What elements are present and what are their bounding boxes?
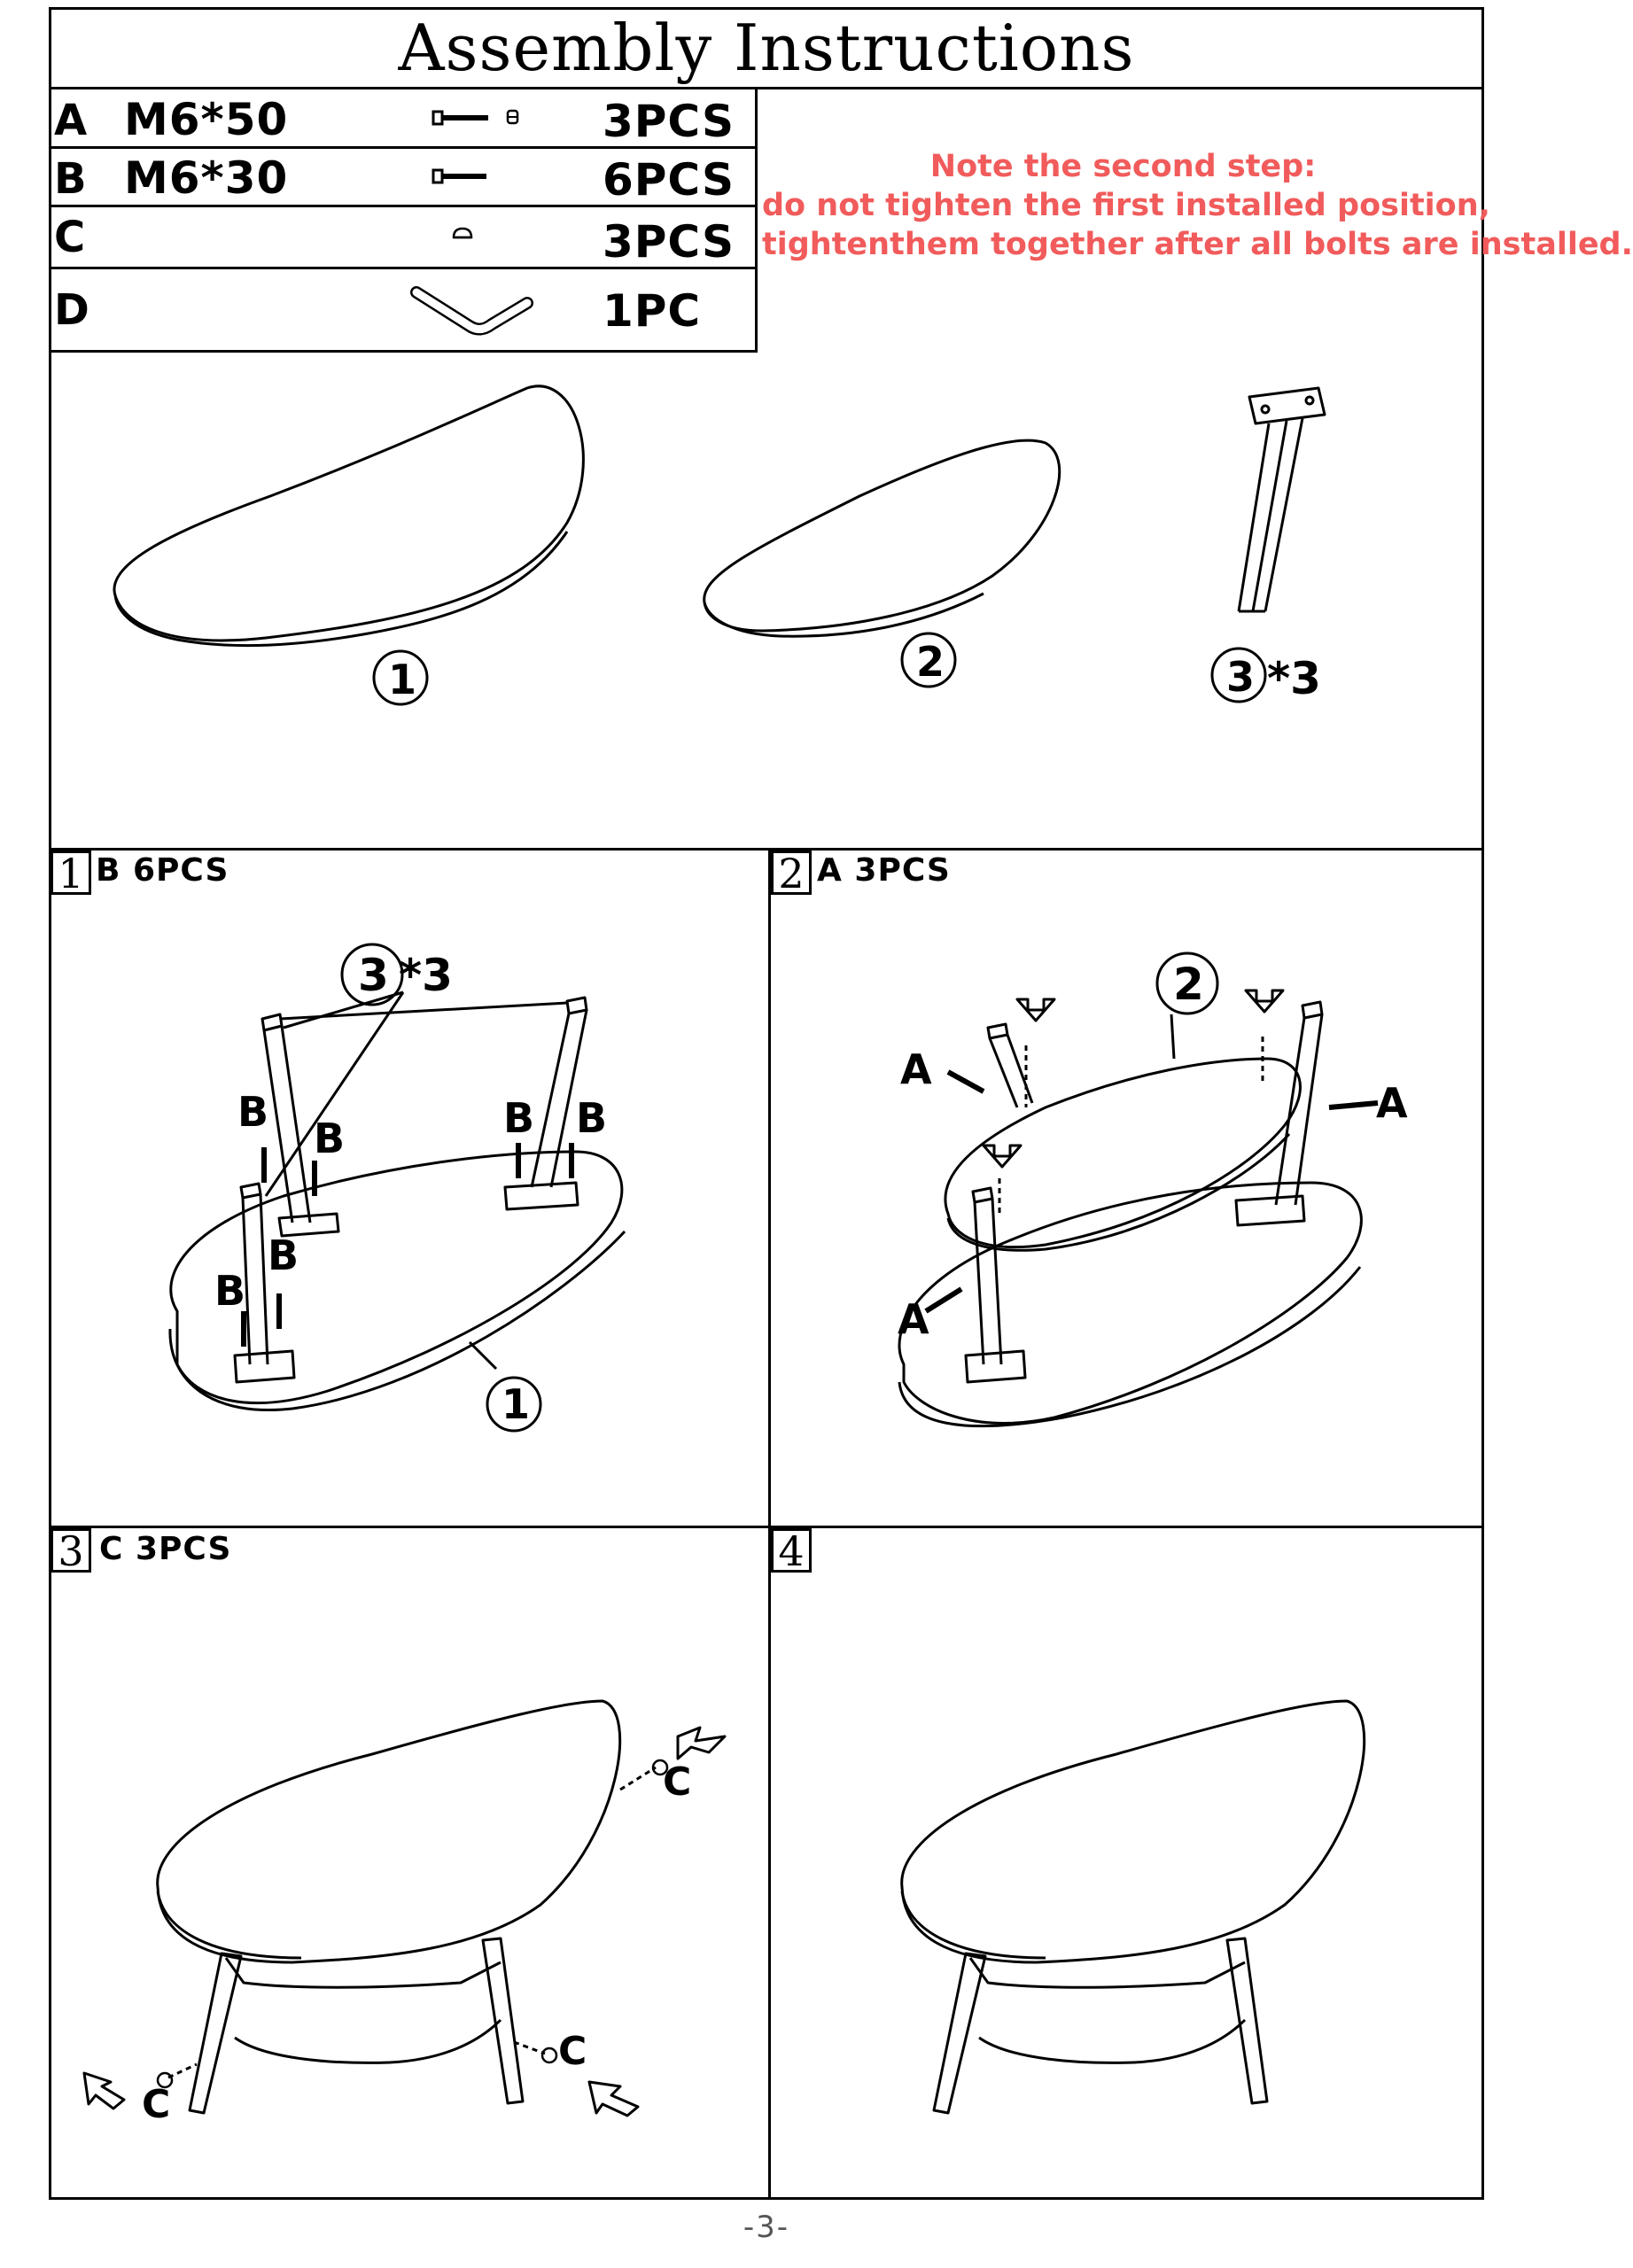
part-qty: 6PCS [603,154,735,206]
note-line: Note the second step: [929,149,1317,184]
step-label: C 3PCS [99,1531,232,1567]
part-letter: A [54,96,88,145]
bolt-callout-a: A [900,1045,932,1093]
part-qty: 3PCS [603,216,735,268]
component-label: 1 [388,656,417,703]
step-number: 3 [51,1528,91,1573]
cap-callout-c: C [142,2082,171,2127]
step-1-part-callout: 3 [358,950,389,1001]
step-number: 2 [771,850,812,895]
part-spec: M6*50 [124,94,289,145]
bolt-callout-b: B [576,1094,608,1142]
component-count: *3 [1267,653,1321,704]
step-number: 4 [771,1528,812,1573]
note-line: do not tighten the first installed position, [762,188,1490,223]
page-number: -3- [743,2210,790,2245]
step-number: 1 [51,850,91,895]
part-letter: D [54,285,89,335]
step-1-count-callout: *3 [399,950,453,1001]
bolt-callout-b: B [268,1231,299,1279]
page-title: Assembly Instructions [398,11,1135,85]
part-letter: B [54,154,87,204]
cap-callout-c: C [558,2029,587,2074]
bolt-callout-b: B [503,1094,535,1142]
step-1-top-callout: 1 [502,1380,531,1428]
part-spec: M6*30 [124,152,289,204]
bolt-callout-a: A [898,1295,929,1343]
bolt-callout-b: B [237,1088,269,1136]
bolt-callout-b: B [214,1267,246,1315]
step-label: B 6PCS [96,852,229,889]
note-line: tightenthem together after all bolts are installed. [762,227,1633,262]
component-label: 3 [1226,653,1256,701]
part-letter: C [54,213,86,262]
step-2-top-callout: 2 [1173,959,1204,1010]
bolt-callout-b: B [314,1115,346,1162]
component-label: 2 [916,638,945,686]
cap-callout-c: C [663,1759,692,1805]
part-qty: 3PCS [603,96,735,147]
step-label: A 3PCS [817,852,951,889]
part-qty: 1PC [603,285,702,337]
bolt-callout-a: A [1376,1079,1408,1127]
